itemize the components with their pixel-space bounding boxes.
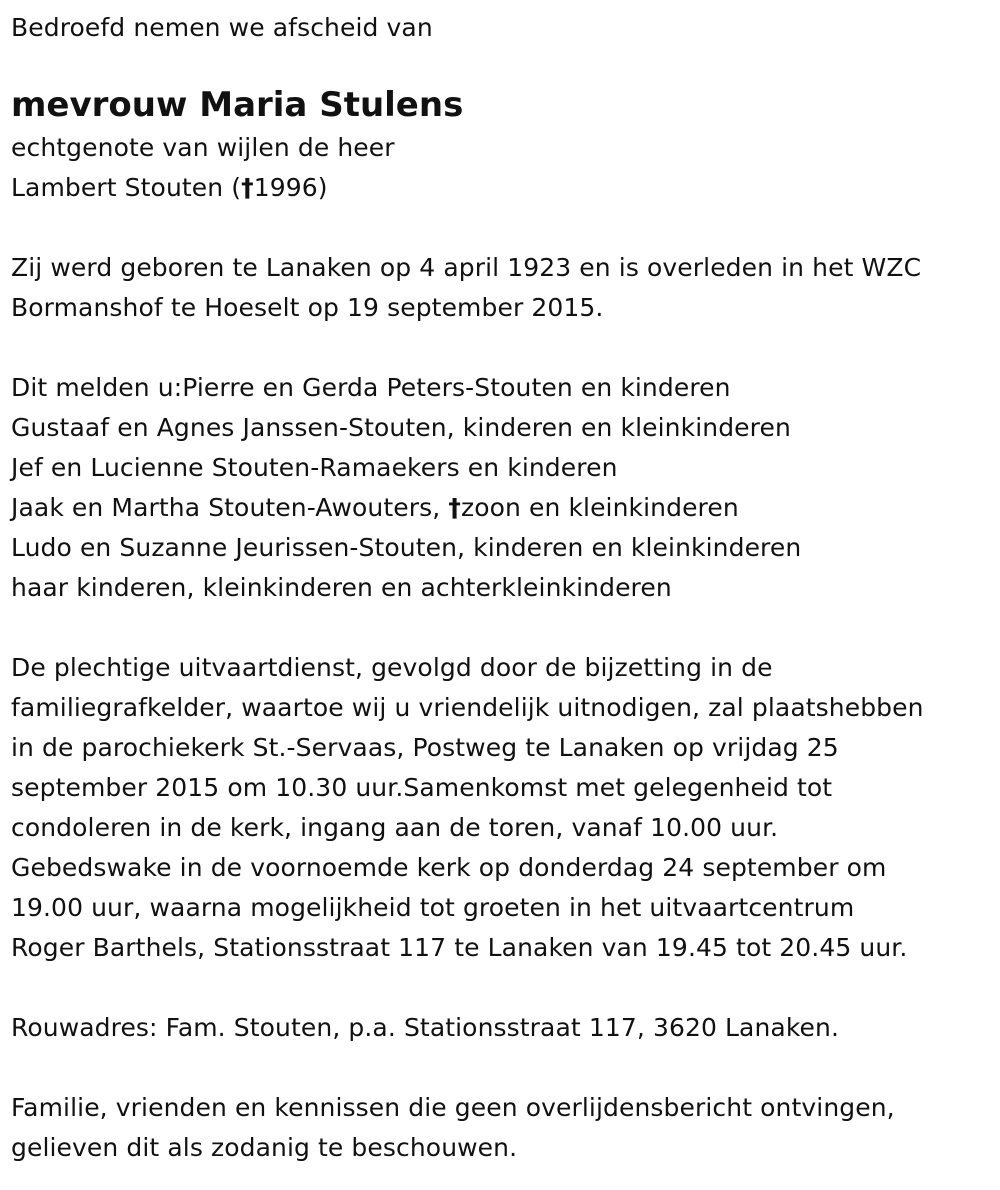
announcer-line-5: Ludo en Suzanne Jeurissen-Stouten, kinderen en kleinkinderen — [11, 533, 802, 562]
ceremony-line-3: in de parochiekerk St.-Servaas, Postweg te Lanaken op vrijdag 25 — [11, 733, 839, 762]
ceremony-line-7: 19.00 uur, waarna mogelijkheid tot groeten in het uitvaartcentrum — [11, 893, 855, 922]
announcer-line-3: Jef en Lucienne Stouten-Ramaekers en kinderen — [11, 453, 618, 482]
spacer — [11, 608, 986, 648]
ceremony-line-1: De plechtige uitvaartdienst, gevolgd door de bijzetting in de — [11, 653, 773, 682]
spouse-line-1: echtgenote van wijlen de heer — [11, 133, 395, 162]
spouse-line-2 — [11, 168, 986, 208]
spacer — [11, 48, 986, 84]
spacer — [11, 328, 986, 368]
announcer-line-4-names: Jaak en Martha Stouten-Awouters, — [11, 493, 449, 522]
closing-line-1: Familie, vrienden en kennissen die geen overlijdensbericht ontvingen, — [11, 1093, 895, 1122]
spouse-name: Lambert Stouten ( — [11, 173, 242, 202]
ceremony-line-8: Roger Barthels, Stationsstraat 117 te Lanaken van 19.45 tot 20.45 uur. — [11, 933, 908, 962]
mourning-address: Rouwadres: Fam. Stouten, p.a. Stationsstraat 117, 3620 Lanaken. — [11, 1013, 839, 1042]
obituary-text — [11, 8, 986, 1168]
spacer — [11, 968, 986, 1008]
announcer-line-2: Gustaaf en Agnes Janssen-Stouten, kinderen en kleinkinderen — [11, 413, 791, 442]
spouse-death-year: 1996) — [253, 173, 328, 202]
birth-death-line-2: Bormanshof te Hoeselt op 19 september 2015. — [11, 293, 604, 322]
ceremony-line-5: condoleren in de kerk, ingang aan de toren, vanaf 10.00 uur. — [11, 813, 779, 842]
announcer-line-1: Dit melden u:Pierre en Gerda Peters-Stouten en kinderen — [11, 373, 731, 402]
deceased-name: mevrouw Maria Stulens — [11, 85, 464, 125]
ceremony-line-6: Gebedswake in de voornoemde kerk op donderdag 24 september om — [11, 853, 887, 882]
ceremony-line-2: familiegrafkelder, waartoe wij u vriendelijk uitnodigen, zal plaatshebben — [11, 693, 924, 722]
announcer-line-6: haar kinderen, kleinkinderen en achterkleinkinderen — [11, 573, 672, 602]
intro-line: Bedroefd nemen we afscheid van — [11, 13, 433, 42]
announcer-line-4 — [11, 488, 986, 528]
announcer-line-4-rest: zoon en kleinkinderen — [460, 493, 739, 522]
ceremony-line-4: september 2015 om 10.30 uur.Samenkomst met gelegenheid tot — [11, 773, 833, 802]
closing-line-2: gelieven dit als zodanig te beschouwen. — [11, 1133, 518, 1162]
spacer — [11, 1048, 986, 1088]
spacer — [11, 208, 986, 248]
cross-icon: † — [448, 493, 461, 522]
cross-icon: † — [241, 173, 254, 202]
birth-death-line-1: Zij werd geboren te Lanaken op 4 april 1923 en is overleden in het WZC — [11, 253, 922, 282]
